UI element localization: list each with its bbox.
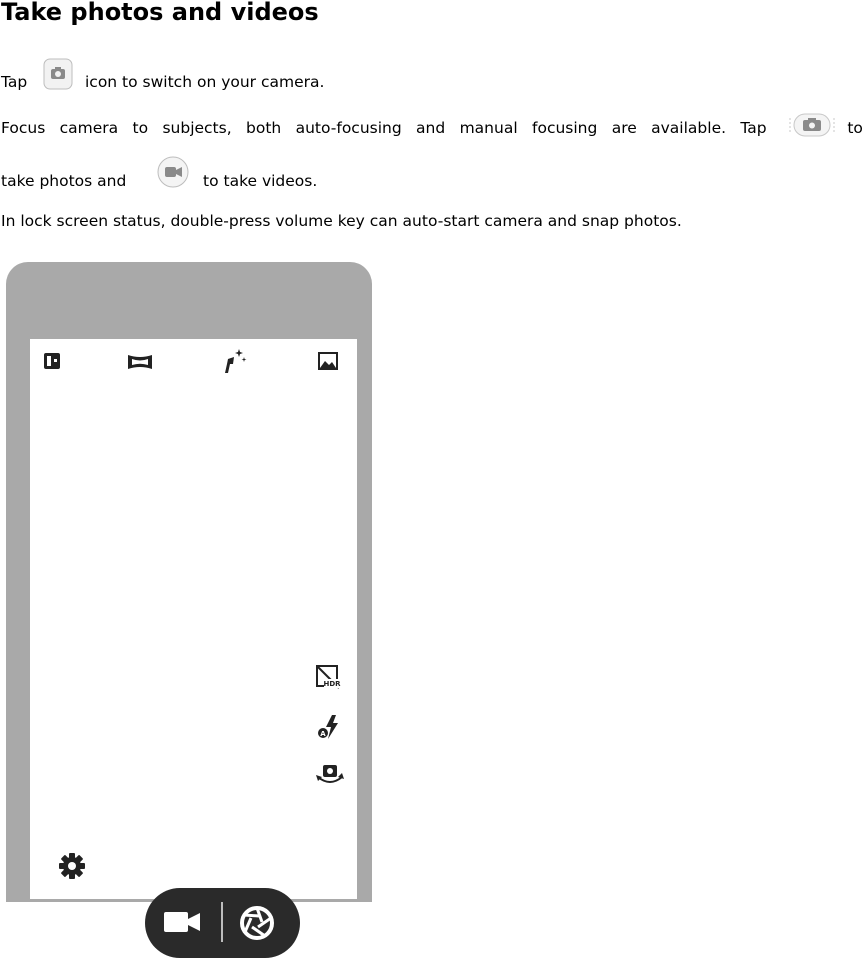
shutter-icon[interactable] — [240, 906, 274, 940]
instruction-line-4: In lock screen status, double-press volume key can auto-start camera and snap photos. — [1, 212, 682, 230]
line-1-before: Tap — [1, 73, 28, 91]
svg-text:A: A — [320, 730, 326, 738]
word: to — [847, 119, 863, 137]
switch-camera-icon[interactable] — [315, 763, 345, 789]
word: manual — [459, 119, 518, 137]
video-mode-icon[interactable] — [163, 910, 201, 934]
controls-divider — [221, 902, 223, 942]
panorama-icon[interactable] — [127, 353, 153, 371]
settings-icon[interactable] — [58, 852, 86, 880]
word: Tap — [740, 119, 767, 137]
exposure-icon[interactable] — [43, 351, 61, 371]
svg-text:HDR: HDR — [323, 680, 341, 688]
word: subjects, — [162, 119, 232, 137]
page-title: Take photos and videos — [1, 0, 319, 26]
flash-auto-icon[interactable] — [317, 714, 343, 740]
word: camera — [59, 119, 119, 137]
word: available. — [651, 119, 727, 137]
camera-app-icon — [43, 58, 73, 90]
phone-illustration — [6, 262, 372, 902]
word: to — [132, 119, 149, 137]
video-record-icon — [156, 155, 190, 189]
line-3-after: to take videos. — [203, 172, 318, 190]
camera-screen — [30, 339, 357, 899]
instruction-line-3 — [1, 171, 126, 191]
instruction-line-1 — [1, 72, 27, 92]
word: focusing — [532, 119, 598, 137]
instruction-line-2 — [1, 118, 863, 138]
word: auto-focusing — [295, 119, 402, 137]
capture-controls — [145, 888, 300, 958]
shutter-button-icon — [788, 112, 836, 138]
beauty-icon[interactable] — [222, 347, 248, 375]
hdr-off-icon[interactable] — [315, 664, 341, 690]
word: Focus — [1, 119, 46, 137]
line-3-before: take photos and — [1, 172, 127, 190]
word: and — [416, 119, 446, 137]
gallery-icon[interactable] — [317, 351, 339, 371]
word: both — [246, 119, 282, 137]
word: are — [611, 119, 637, 137]
line-1-after: icon to switch on your camera. — [85, 73, 325, 91]
